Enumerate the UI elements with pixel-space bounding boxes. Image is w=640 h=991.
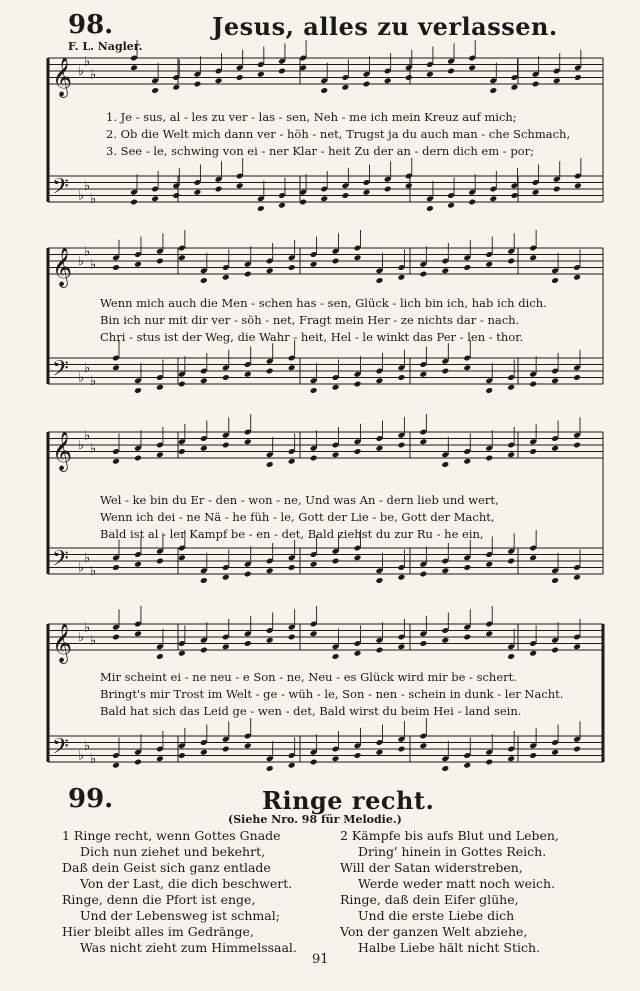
hymn-99-number: 99. <box>68 784 114 814</box>
note-head <box>507 755 515 762</box>
bass-clef-icon: 𝄢 <box>52 356 69 387</box>
note-head <box>266 267 274 274</box>
lyric-line: Bald ist al - ler Kampf be - en - det, Bald ziehst du zur Ru - he ein, <box>100 527 484 541</box>
flat-icon: ♭ <box>90 257 97 273</box>
note-head <box>288 364 296 371</box>
flat-icon: ♭ <box>78 64 85 79</box>
note-head <box>193 81 201 88</box>
note-head <box>405 182 413 189</box>
note-head <box>332 258 340 265</box>
note-head <box>266 368 274 375</box>
note-head <box>222 442 230 449</box>
note-head <box>112 264 120 271</box>
note-head <box>551 445 559 452</box>
lyric-line: Wenn mich auch die Men - schen has - sen, Glück - lich bin ich, hab ich dich. <box>100 296 547 310</box>
note-head <box>222 374 230 381</box>
flat-icon: ♭ <box>90 67 97 83</box>
note-head <box>419 640 427 647</box>
note-head <box>463 762 471 769</box>
note-head <box>384 77 392 84</box>
flat-icon: ♭ <box>90 563 97 579</box>
note-head <box>507 653 515 660</box>
note-head <box>178 254 186 261</box>
note-head <box>151 195 159 202</box>
note-head <box>573 643 581 650</box>
note-head <box>573 442 581 449</box>
note-head <box>485 759 493 766</box>
note-head <box>485 261 493 268</box>
flat-icon: ♭ <box>90 751 97 767</box>
note-head <box>236 74 244 81</box>
note-head <box>236 182 244 189</box>
note-head <box>573 274 581 281</box>
melody-reference: (Siehe Nro. 98 für Melodie.) <box>228 813 402 826</box>
note-head <box>112 564 120 571</box>
note-head <box>573 574 581 581</box>
note-head <box>178 752 186 759</box>
note-head <box>419 371 427 378</box>
note-head <box>447 202 455 209</box>
note-head <box>200 445 208 452</box>
note-head <box>529 381 537 388</box>
note-head <box>156 384 164 391</box>
note-head <box>551 749 559 756</box>
note-head <box>397 746 405 753</box>
verse-line: Was nicht zieht zum Himmelssaal. <box>80 940 297 955</box>
flat-icon: ♭ <box>84 244 91 260</box>
note-head <box>354 554 362 561</box>
note-head <box>573 746 581 753</box>
note-head <box>266 567 274 574</box>
verse-line: 1 Ringe recht, wenn Gottes Gnade <box>62 828 281 843</box>
note-head <box>266 461 274 468</box>
note-head <box>363 189 371 196</box>
flat-icon: ♭ <box>84 54 91 70</box>
note-head <box>332 653 340 660</box>
note-head <box>134 630 142 637</box>
note-head <box>397 643 405 650</box>
note-head <box>485 455 493 462</box>
note-head <box>376 377 384 384</box>
note-head <box>134 261 142 268</box>
flat-icon: ♭ <box>90 441 97 457</box>
note-head <box>507 558 515 565</box>
verse-line: Will der Satan widerstreben, <box>340 860 523 875</box>
note-head <box>156 755 164 762</box>
verse-line: Halbe Liebe hält nicht Stich. <box>358 940 540 955</box>
note-head <box>310 561 318 568</box>
note-head <box>419 742 427 749</box>
note-head <box>332 384 340 391</box>
hymn-98-title: Jesus, alles zu verlassen. <box>212 12 558 41</box>
note-head <box>332 451 340 458</box>
note-head <box>363 81 371 88</box>
flat-icon: ♭ <box>84 738 91 754</box>
flat-icon: ♭ <box>84 620 91 636</box>
note-head <box>529 448 537 455</box>
note-head <box>574 182 582 189</box>
note-head <box>320 87 328 94</box>
lyric-line: Chri - stus ist der Weg, die Wahr - heit, Hel - le winkt das Per - len - thor. <box>100 330 524 344</box>
note-head <box>551 377 559 384</box>
note-head <box>397 442 405 449</box>
note-head <box>551 577 559 584</box>
note-head <box>354 381 362 388</box>
note-head <box>419 438 427 445</box>
note-head <box>463 264 471 271</box>
lyric-line: Bald hat sich das Leid ge - wen - det, Bald wirst du beim Hei - land sein. <box>100 704 522 718</box>
note-head <box>266 637 274 644</box>
note-head <box>112 762 120 769</box>
note-head <box>310 630 318 637</box>
note-head <box>288 762 296 769</box>
note-head <box>244 742 252 749</box>
note-head <box>288 634 296 641</box>
note-head <box>354 254 362 261</box>
lyric-line: Wenn ich dei - ne Nä - he füh - le, Gott der Lie - be, Gott der Macht, <box>100 510 495 524</box>
note-head <box>112 634 120 641</box>
treble-clef-icon: 𝄞 <box>52 623 73 663</box>
note-head <box>288 564 296 571</box>
note-head <box>441 567 449 574</box>
note-head <box>354 752 362 759</box>
note-head <box>468 64 476 71</box>
note-head <box>574 74 582 81</box>
note-head <box>244 438 252 445</box>
note-head <box>341 84 349 91</box>
bass-clef-icon: 𝄢 <box>52 174 69 205</box>
note-head <box>200 749 208 756</box>
note-head <box>551 647 559 654</box>
flat-icon: ♭ <box>84 550 91 566</box>
note-head <box>278 202 286 209</box>
flat-icon: ♭ <box>84 178 91 194</box>
note-head <box>244 271 252 278</box>
note-head <box>200 277 208 284</box>
note-head <box>573 374 581 381</box>
note-head <box>489 195 497 202</box>
note-head <box>341 192 349 199</box>
note-head <box>222 643 230 650</box>
verse-line: Von der Last, die dich beschwert. <box>80 876 293 891</box>
note-head <box>441 267 449 274</box>
note-head <box>178 448 186 455</box>
note-head <box>376 445 384 452</box>
note-head <box>172 84 180 91</box>
note-head <box>397 374 405 381</box>
note-head <box>266 765 274 772</box>
note-head <box>244 571 252 578</box>
note-head <box>310 261 318 268</box>
flat-icon: ♭ <box>78 188 85 204</box>
note-head <box>529 254 537 261</box>
verse-line: Hier bleibt alles im Gedränge, <box>62 924 254 939</box>
note-head <box>134 387 142 394</box>
note-head <box>376 647 384 654</box>
note-head <box>156 451 164 458</box>
note-head <box>507 451 515 458</box>
note-head <box>310 759 318 766</box>
note-head <box>200 647 208 654</box>
note-head <box>178 381 186 388</box>
lyric-line: 3. See - le, schwing von ei - ner Klar - heit Zu der an - dern dich em - por; <box>106 144 534 158</box>
note-head <box>257 205 265 212</box>
note-head <box>193 189 201 196</box>
flat-icon: ♭ <box>78 748 85 764</box>
flat-icon: ♭ <box>84 360 91 376</box>
note-head <box>134 561 142 568</box>
note-head <box>156 258 164 265</box>
note-head <box>244 640 252 647</box>
composer-name: F. L. Nagler. <box>68 40 143 53</box>
note-head <box>288 264 296 271</box>
note-head <box>419 271 427 278</box>
hymn-98-number: 98. <box>68 10 114 40</box>
note-head <box>447 68 455 75</box>
note-head <box>485 387 493 394</box>
note-head <box>288 458 296 465</box>
treble-clef-icon: 𝄞 <box>52 431 73 471</box>
flat-icon: ♭ <box>78 630 85 645</box>
note-head <box>134 455 142 462</box>
lyric-line: 1. Je - sus, al - les zu ver - las - sen, Neh - me ich mein Kreuz auf mich; <box>106 110 517 124</box>
flat-icon: ♭ <box>90 191 97 207</box>
note-head <box>463 564 471 571</box>
note-head <box>551 277 559 284</box>
verse-line: Werde weder matt noch weich. <box>358 876 556 891</box>
note-head <box>200 377 208 384</box>
lyric-line: Wel - ke bin du Er - den - won - ne, Und was An - dern lieb und wert, <box>100 493 499 507</box>
note-head <box>463 458 471 465</box>
note-head <box>320 195 328 202</box>
note-head <box>507 258 515 265</box>
hymn-99-title: Ringe recht. <box>262 786 435 815</box>
note-head <box>310 455 318 462</box>
note-head <box>156 653 164 660</box>
bass-clef-icon: 𝄢 <box>52 734 69 765</box>
flat-icon: ♭ <box>84 428 91 444</box>
lyric-line: Bin ich nur mit dir ver - söh - net, Fragt mein Her - ze nichts dar - nach. <box>100 313 520 327</box>
flat-icon: ♭ <box>78 254 85 269</box>
flat-icon: ♭ <box>90 633 97 649</box>
note-head <box>426 205 434 212</box>
note-head <box>376 577 384 584</box>
note-head <box>244 371 252 378</box>
note-head <box>485 561 493 568</box>
note-head <box>397 274 405 281</box>
note-head <box>172 192 180 199</box>
note-head <box>215 186 223 193</box>
note-head <box>130 64 138 71</box>
note-head <box>112 364 120 371</box>
flat-icon: ♭ <box>78 438 85 453</box>
note-head <box>222 746 230 753</box>
verse-line: 2 Kämpfe bis aufs Blut und Leben, <box>340 828 559 843</box>
note-head <box>553 186 561 193</box>
note-head <box>222 574 230 581</box>
note-head <box>489 87 497 94</box>
note-head <box>532 81 540 88</box>
note-head <box>215 77 223 84</box>
note-head <box>553 77 561 84</box>
flat-icon: ♭ <box>90 373 97 389</box>
note-head <box>178 650 186 657</box>
note-head <box>419 571 427 578</box>
note-head <box>463 634 471 641</box>
note-head <box>511 192 519 199</box>
note-head <box>397 574 405 581</box>
note-head <box>200 577 208 584</box>
note-head <box>257 71 265 78</box>
note-head <box>507 384 515 391</box>
note-head <box>468 199 476 206</box>
note-head <box>441 765 449 772</box>
note-head <box>532 189 540 196</box>
verse-line: Daß dein Geist sich ganz entlade <box>62 860 271 875</box>
note-head <box>310 387 318 394</box>
lyric-line: 2. Ob die Welt mich dann ver - höh - net, Trugst ja du auch man - che Schmach, <box>106 127 571 141</box>
page-number: 91 <box>312 952 329 967</box>
note-head <box>384 186 392 193</box>
verse-line: Dich nun ziehet und bekehrt, <box>80 844 266 859</box>
note-head <box>441 461 449 468</box>
note-head <box>463 364 471 371</box>
treble-clef-icon: 𝄞 <box>52 247 73 287</box>
note-head <box>134 759 142 766</box>
bass-clef-icon: 𝄢 <box>52 546 69 577</box>
note-head <box>529 650 537 657</box>
note-head <box>178 554 186 561</box>
note-head <box>332 755 340 762</box>
note-head <box>130 199 138 206</box>
note-head <box>278 68 286 75</box>
verse-line: Ringe, daß dein Eifer glühe, <box>340 892 519 907</box>
verse-line: Von der ganzen Welt abziehe, <box>340 924 528 939</box>
flat-icon: ♭ <box>78 560 85 576</box>
note-head <box>151 87 159 94</box>
note-head <box>529 554 537 561</box>
note-head <box>441 368 449 375</box>
note-head <box>354 448 362 455</box>
verse-line: Und der Lebensweg ist schmal; <box>80 908 280 923</box>
note-head <box>511 84 519 91</box>
note-head <box>485 630 493 637</box>
verse-line: Und die erste Liebe dich <box>358 908 515 923</box>
note-head <box>332 558 340 565</box>
verse-line: Ringe, denn die Pfort ist enge, <box>62 892 256 907</box>
note-head <box>112 458 120 465</box>
note-head <box>156 558 164 565</box>
note-head <box>426 71 434 78</box>
note-head <box>222 274 230 281</box>
note-head <box>376 749 384 756</box>
note-head <box>529 752 537 759</box>
note-head <box>354 650 362 657</box>
treble-clef-icon: 𝄞 <box>52 57 73 97</box>
note-head <box>405 74 413 81</box>
verse-line: Dring' hinein in Gottes Reich. <box>358 844 547 859</box>
flat-icon: ♭ <box>78 370 85 386</box>
note-head <box>376 277 384 284</box>
lyric-line: Bringt's mir Trost im Welt - ge - wüh - le, Son - nen - schein in dunk - ler Nacht. <box>100 687 564 701</box>
lyric-line: Mir scheint ei - ne neu - e Son - ne, Neu - es Glück wird mir be - schert. <box>100 670 517 684</box>
note-head <box>441 637 449 644</box>
